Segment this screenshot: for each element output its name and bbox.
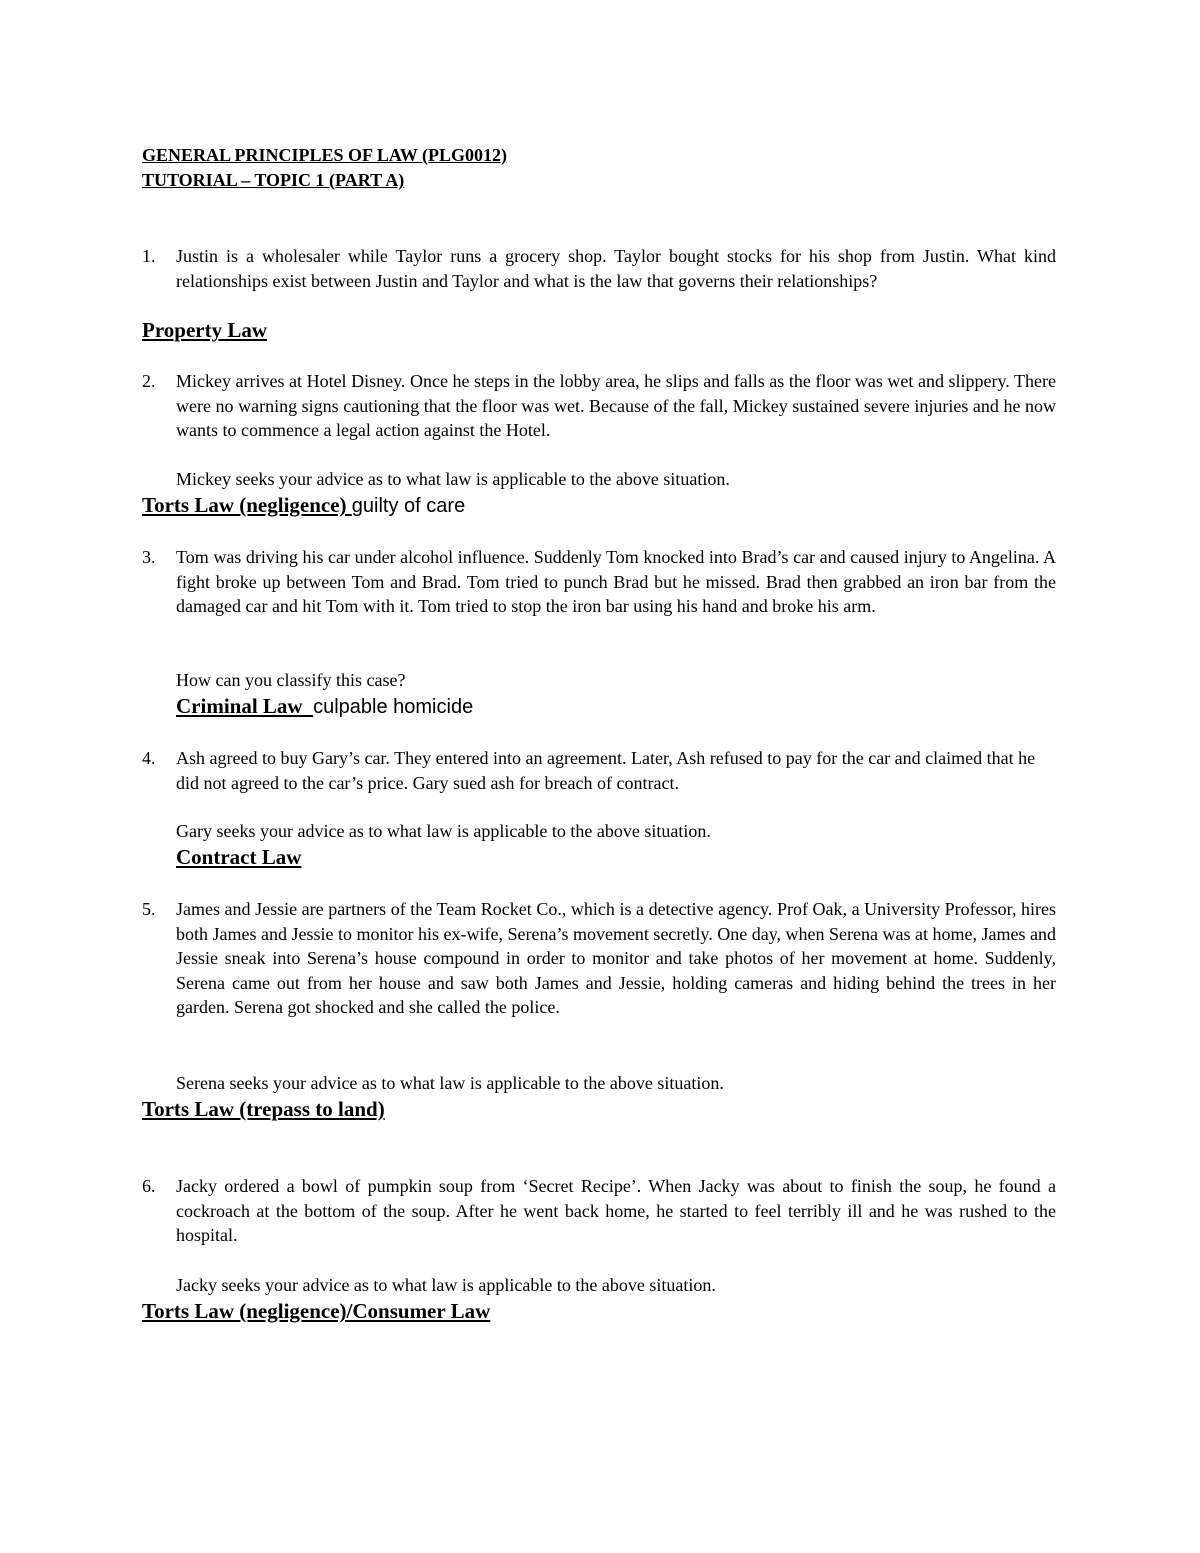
question-2-answer bbox=[142, 491, 465, 520]
question-2-text: Mickey arrives at Hotel Disney. Once he steps in the lobby area, he slips and falls as the floor was wet and slippery. There were no warning signs cautioning that the floor was wet. Because of the fall, Mickey sustained severe injuries and he now wants to commence a legal action against the Hotel. bbox=[176, 371, 1056, 440]
question-3-number: 3. bbox=[142, 547, 156, 567]
question-5-number: 5. bbox=[142, 899, 156, 919]
question-4-answer-law: Contract Law bbox=[176, 845, 302, 869]
question-3-prompt: How can you classify this case? bbox=[176, 670, 406, 690]
question-2-answer-law: Torts Law (negligence) bbox=[142, 493, 352, 517]
question-2-number: 2. bbox=[142, 371, 156, 391]
question-6-prompt: Jacky seeks your advice as to what law is applicable to the above situation. bbox=[176, 1275, 716, 1295]
question-4-answer bbox=[176, 843, 301, 871]
question-1-answer bbox=[142, 316, 267, 344]
question-5-answer bbox=[142, 1095, 385, 1123]
document-title: GENERAL PRINCIPLES OF LAW (PLG0012) bbox=[142, 145, 508, 165]
question-2-prompt: Mickey seeks your advice as to what law is applicable to the above situation. bbox=[176, 469, 730, 489]
document-subtitle: TUTORIAL – TOPIC 1 (PART A) bbox=[142, 170, 405, 190]
question-6-answer bbox=[142, 1297, 490, 1325]
question-4-prompt: Gary seeks your advice as to what law is applicable to the above situation. bbox=[176, 821, 711, 841]
question-6-text: Jacky ordered a bowl of pumpkin soup from ‘Secret Recipe’. When Jacky was about to finish the soup, he found a cockroach at the bottom of the soup. After he went back home, he started to feel terribly ill and he was rushed to the hospital. bbox=[176, 1176, 1056, 1245]
question-3-answer bbox=[176, 692, 473, 721]
question-5-prompt: Serena seeks your advice as to what law is applicable to the above situation. bbox=[176, 1073, 724, 1093]
question-5-text: James and Jessie are partners of the Team Rocket Co., which is a detective agency. Prof Oak, a University Professor, hires both James and Jessie to monitor his ex-wife, Serena’s movement secretly. One day, when Serena was at home, James and Jessie sneak into Serena’s house compound in order to monitor and take photos of her movement at home. Suddenly, Serena came out from her house and saw both James and Jessie, holding cameras and hiding behind the trees in her garden. Serena got shocked and she called the police. bbox=[176, 899, 1056, 1017]
question-6-answer-law: Torts Law (negligence)/Consumer Law bbox=[142, 1299, 491, 1323]
question-3-answer-note: culpable homicide bbox=[313, 696, 474, 718]
question-1-text: Justin is a wholesaler while Taylor runs a grocery shop. Taylor bought stocks for his shop from Justin. What kind relationships exist between Justin and Taylor and what is the law that governs their relationships? bbox=[176, 246, 1056, 291]
question-2-answer-note: guilty of care bbox=[351, 495, 466, 517]
question-3-text: Tom was driving his car under alcohol influence. Suddenly Tom knocked into Brad’s car and caused injury to Angelina. A fight broke up between Tom and Brad. Tom tried to punch Brad but he missed. Brad then grabbed an iron bar from the damaged car and hit Tom with it. Tom tried to stop the iron bar using his hand and broke his arm. bbox=[176, 547, 1056, 616]
question-4-number: 4. bbox=[142, 748, 156, 768]
question-4-text: Ash agreed to buy Gary’s car. They entered into an agreement. Later, Ash refused to pay for the car and claimed that he did not agreed to the car’s price. Gary sued ash for breach of contract. bbox=[176, 748, 1036, 793]
question-1-number: 1. bbox=[142, 246, 156, 266]
question-6-number: 6. bbox=[142, 1176, 156, 1196]
question-1-answer-law: Property Law bbox=[142, 318, 268, 342]
question-5-answer-law: Torts Law (trepass to land) bbox=[142, 1097, 385, 1121]
question-3-answer-law: Criminal Law bbox=[176, 694, 314, 718]
